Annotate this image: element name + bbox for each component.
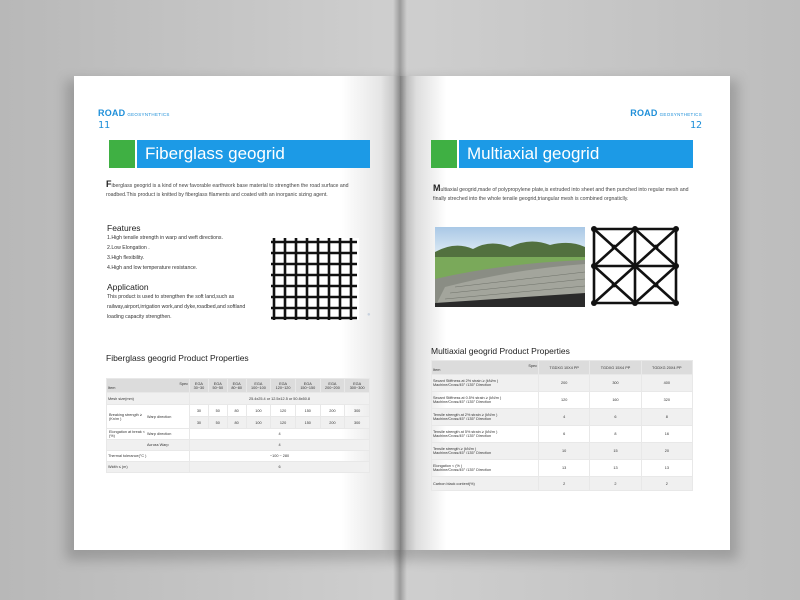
multiaxial-geogrid-image: [590, 225, 680, 307]
table-row: Carbon black content(%) 2 2 2: [432, 477, 693, 491]
table-row: Secant Stiffness at 0.5% strain ≥ (kN/m ) Machine/Cross/45° /135° Direction 120 160 320: [432, 392, 693, 409]
list-item: 1.High tensile strength in warp and weft directions.: [107, 235, 223, 241]
table-row: Thermal tolerance(°C ) −100 ~ 280: [107, 451, 370, 462]
road-construction-photo: [435, 227, 585, 307]
page-number: 11: [98, 120, 111, 131]
intro-text: ultiaxial geogrid,made of polypropylene plate,is extruded into sheet and then punched into regular mesh and finally streched into the whole tensile geogrid,triangular mesh is combined orgnaticlly.: [433, 187, 689, 202]
green-square: [109, 140, 135, 168]
application-heading: Application: [107, 282, 149, 292]
column-header: EGA 80~80: [227, 379, 246, 393]
right-running-header: [630, 108, 702, 118]
table-row: Tensile strength ≥ (kN/m ) Machine/Cross/45° /135° Direction 10 15 20: [432, 443, 693, 460]
fiberglass-properties-table: [106, 378, 370, 473]
right-page: [400, 76, 730, 550]
title-bar: [431, 140, 693, 168]
header-brand: ROAD: [98, 108, 126, 118]
left-page: [74, 76, 400, 550]
page-title: Fiberglass geogrid: [137, 140, 370, 168]
table-row: Secant Stiffness at 2% strain ≥ (kN/m ) Machine/Cross/45° /135° Direction 200 300 400: [432, 375, 693, 392]
list-item: 3.High flexibility.: [107, 255, 145, 261]
fiberglass-geogrid-image: [269, 238, 359, 320]
column-header: EGA 300~300: [345, 379, 370, 393]
table-row: Breaking strength ≥ (Kn/m ) Warp direction 30 50 80 100 120 150 200 300: [107, 405, 370, 417]
multiaxial-properties-table: [431, 360, 693, 491]
header-brand: ROAD: [630, 108, 658, 118]
intro-text: iberglass geogrid is a kind of new favorable earthwork base material to strengthen the road surface and roadbed.This product is knitted by fiberglass filaments and coated with an inorganic sizing agent.: [106, 183, 349, 198]
intro-paragraph: [433, 184, 695, 204]
column-header: EGA 50~50: [208, 379, 227, 393]
table-row: Mesh size(mm) 25.4x25.4 or 12.5x12.5 or 50.8x50.8: [107, 393, 370, 405]
dropcap: F: [106, 179, 112, 189]
table-row: Tensile strength at 2% strain ≥ (kN/m ) Machine/Cross/45° /135° Direction 4 6 8: [432, 409, 693, 426]
table-row: Width ≤ (m) 6: [107, 462, 370, 473]
spec-label: Spec: [179, 381, 188, 386]
dropcap: M: [433, 183, 441, 193]
title-bar: [109, 140, 370, 168]
column-header: EGA 30~30: [190, 379, 209, 393]
intro-paragraph: [106, 180, 368, 200]
column-header: TGDXG 15X4 PP: [590, 361, 641, 375]
watermark: ●: [367, 312, 371, 318]
column-header: EGA 200~200: [320, 379, 345, 393]
spec-label: Spec: [528, 363, 537, 368]
table-row: Elongation at break < (%) Warp direction 4: [107, 429, 370, 440]
header-sub: GEOSYNTHETICS: [659, 112, 702, 117]
column-header: TGDXG 20X4 PP: [641, 361, 692, 375]
header-sub: GEOSYNTHETICS: [127, 112, 170, 117]
item-label: Item: [108, 385, 116, 390]
table-row: Across Warp 4: [107, 440, 370, 451]
table-title: Multiaxial geogrid Product Properties: [431, 346, 570, 356]
features-heading: Features: [107, 223, 141, 233]
green-square: [431, 140, 457, 168]
page-number: 12: [689, 120, 702, 131]
column-header: EGA 150~150: [295, 379, 320, 393]
item-label: Item: [433, 367, 441, 372]
table-row: Tensile strength at 5% strain ≥ (kN/m ) Machine/Cross/45° /135° Direction 6 8 16: [432, 426, 693, 443]
table-title: Fiberglass geogrid Product Properties: [106, 353, 249, 363]
book-spine: [393, 0, 407, 600]
application-text: This product is used to strengthen the soft land,such as railway,airport,irrigation work,and dyke,roadbed,and softland loading capacity strengthen.: [107, 294, 246, 320]
column-header: EGA 100~100: [246, 379, 271, 393]
list-item: 4.High and low temperature resistance.: [107, 265, 198, 271]
list-item: 2.Low Elongation .: [107, 245, 150, 251]
table-row: 30 50 80 100 120 150 200 300: [107, 417, 370, 429]
left-running-header: [98, 108, 170, 118]
column-header: EGA 120~120: [271, 379, 296, 393]
column-header: TGDXG 10X4 PP: [539, 361, 590, 375]
features-list: [107, 233, 277, 273]
page-title: Multiaxial geogrid: [459, 140, 693, 168]
table-row: Elongation < (% ) Machine/Cross/45° /135° Direction 13 13 13: [432, 460, 693, 477]
